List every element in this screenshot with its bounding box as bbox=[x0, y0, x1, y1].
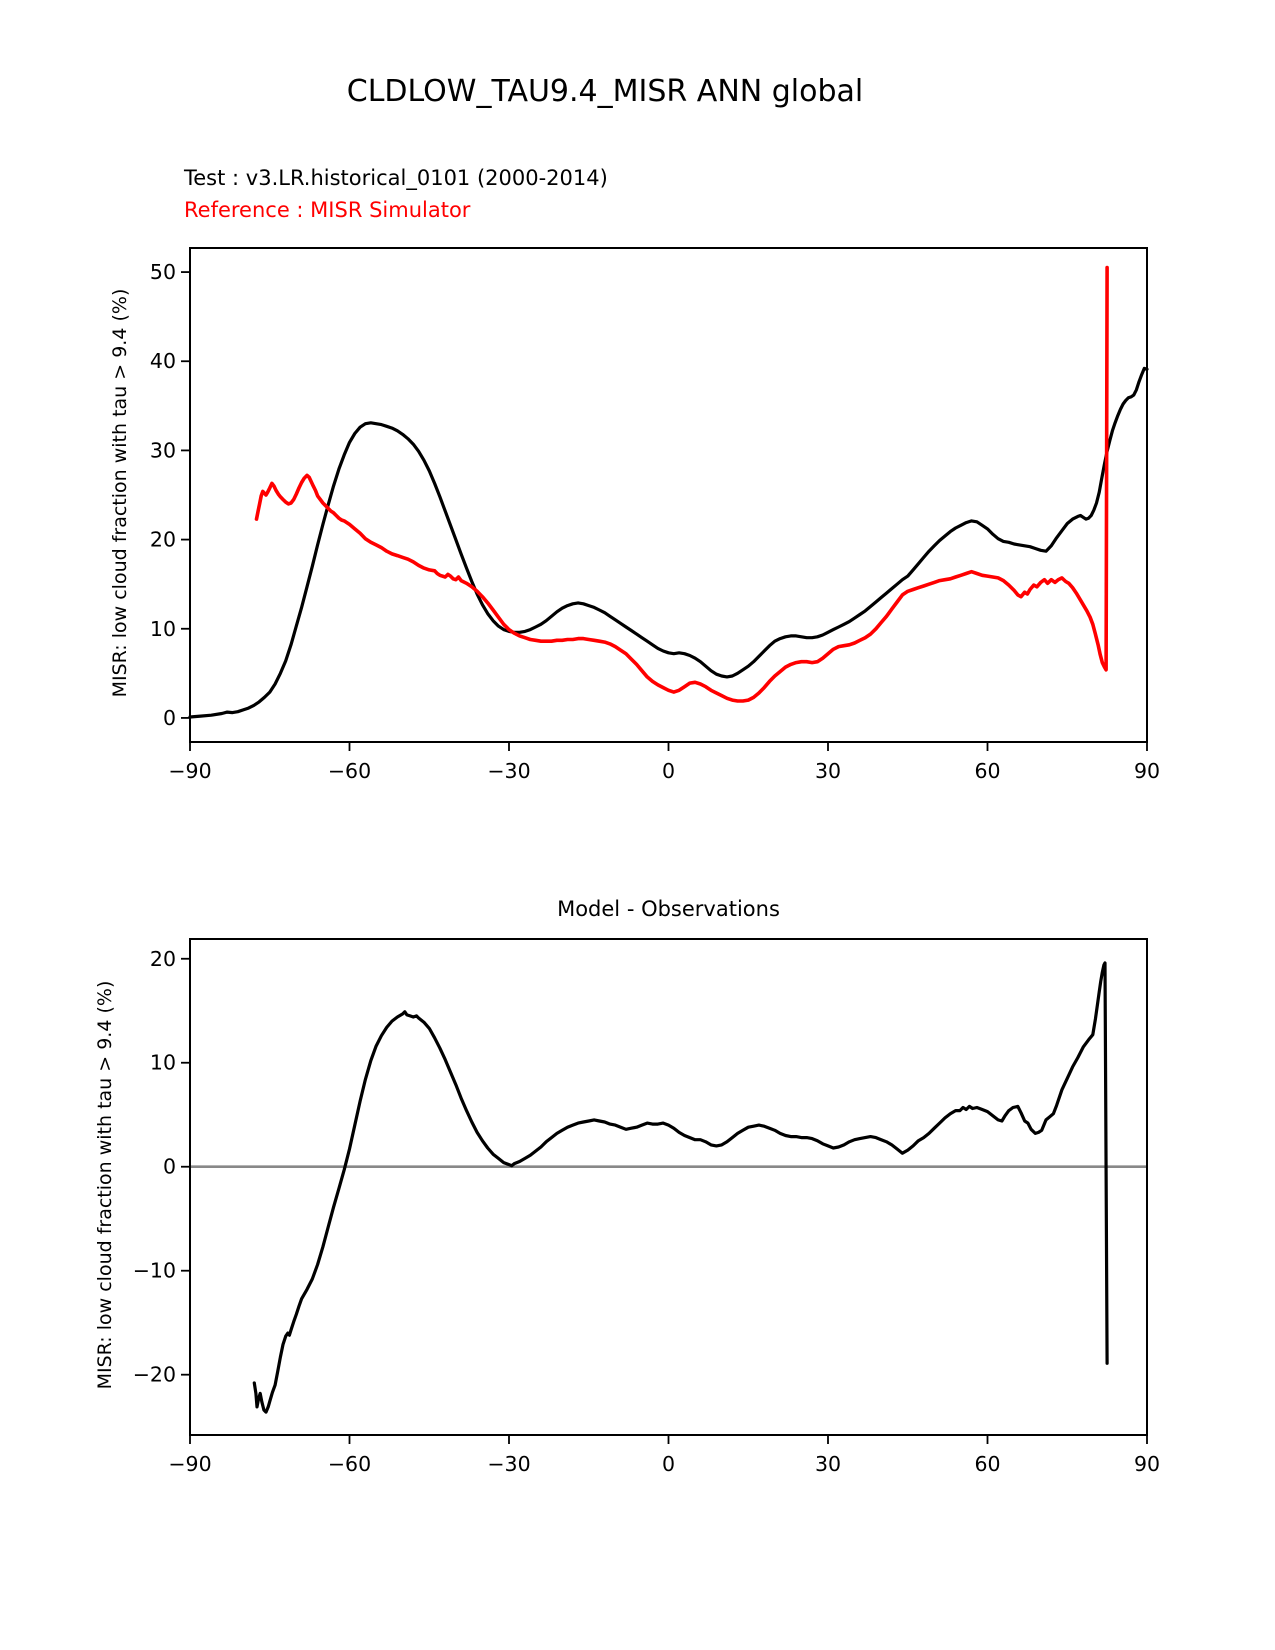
top-x-tick-label: −60 bbox=[327, 759, 372, 783]
top-y-tick-label: 20 bbox=[149, 527, 176, 552]
top-plot-y-axis-label: MISR: low cloud fraction with tau > 9.4 (%) bbox=[109, 288, 131, 698]
bottom-x-tick-label: −30 bbox=[487, 1452, 531, 1476]
bottom-y-tick-label: −20 bbox=[132, 1362, 176, 1387]
top-y-tick-label: 0 bbox=[162, 705, 176, 730]
bottom-x-tick-label: −90 bbox=[168, 1452, 212, 1476]
difference-plot-title: Model - Observations bbox=[557, 897, 780, 921]
top-x-tick-label: 0 bbox=[661, 759, 676, 783]
top-x-tick-label: 60 bbox=[974, 759, 1001, 783]
top-x-tick-label: 90 bbox=[1133, 759, 1161, 783]
bottom-y-tick-label: 0 bbox=[162, 1154, 176, 1179]
bottom-x-tick-label: 90 bbox=[1133, 1452, 1161, 1476]
bottom-x-tick-label: 30 bbox=[814, 1452, 842, 1476]
bottom-y-tick-label: 10 bbox=[149, 1050, 176, 1075]
top-y-tick-label: 30 bbox=[149, 438, 176, 463]
top-plot-frame bbox=[190, 248, 1147, 742]
bottom-x-tick-label: 60 bbox=[974, 1452, 1001, 1476]
bottom-series-0-line bbox=[254, 963, 1107, 1412]
top-x-tick-label: 30 bbox=[814, 759, 842, 783]
reference-label: Reference : MISR Simulator bbox=[184, 198, 471, 222]
bottom-plot-frame bbox=[190, 939, 1147, 1435]
top-series-0-line bbox=[190, 368, 1147, 717]
top-y-tick-label: 40 bbox=[149, 349, 176, 374]
bottom-plot-y-axis-label: MISR: low cloud fraction with tau > 9.4 (%) bbox=[94, 980, 116, 1390]
test-run-label: Test : v3.LR.historical_0101 (2000-2014) bbox=[184, 166, 608, 190]
top-x-tick-label: −90 bbox=[168, 759, 212, 783]
bottom-y-tick-label: 20 bbox=[149, 946, 176, 971]
bottom-y-tick-label: −10 bbox=[132, 1258, 176, 1283]
figure-title: CLDLOW_TAU9.4_MISR ANN global bbox=[346, 74, 864, 109]
top-x-tick-label: −30 bbox=[487, 759, 531, 783]
top-series-1-line bbox=[257, 268, 1108, 701]
bottom-x-tick-label: 0 bbox=[661, 1452, 676, 1476]
bottom-x-tick-label: −60 bbox=[327, 1452, 372, 1476]
top-y-tick-label: 50 bbox=[149, 260, 176, 285]
top-y-tick-label: 10 bbox=[149, 616, 176, 641]
